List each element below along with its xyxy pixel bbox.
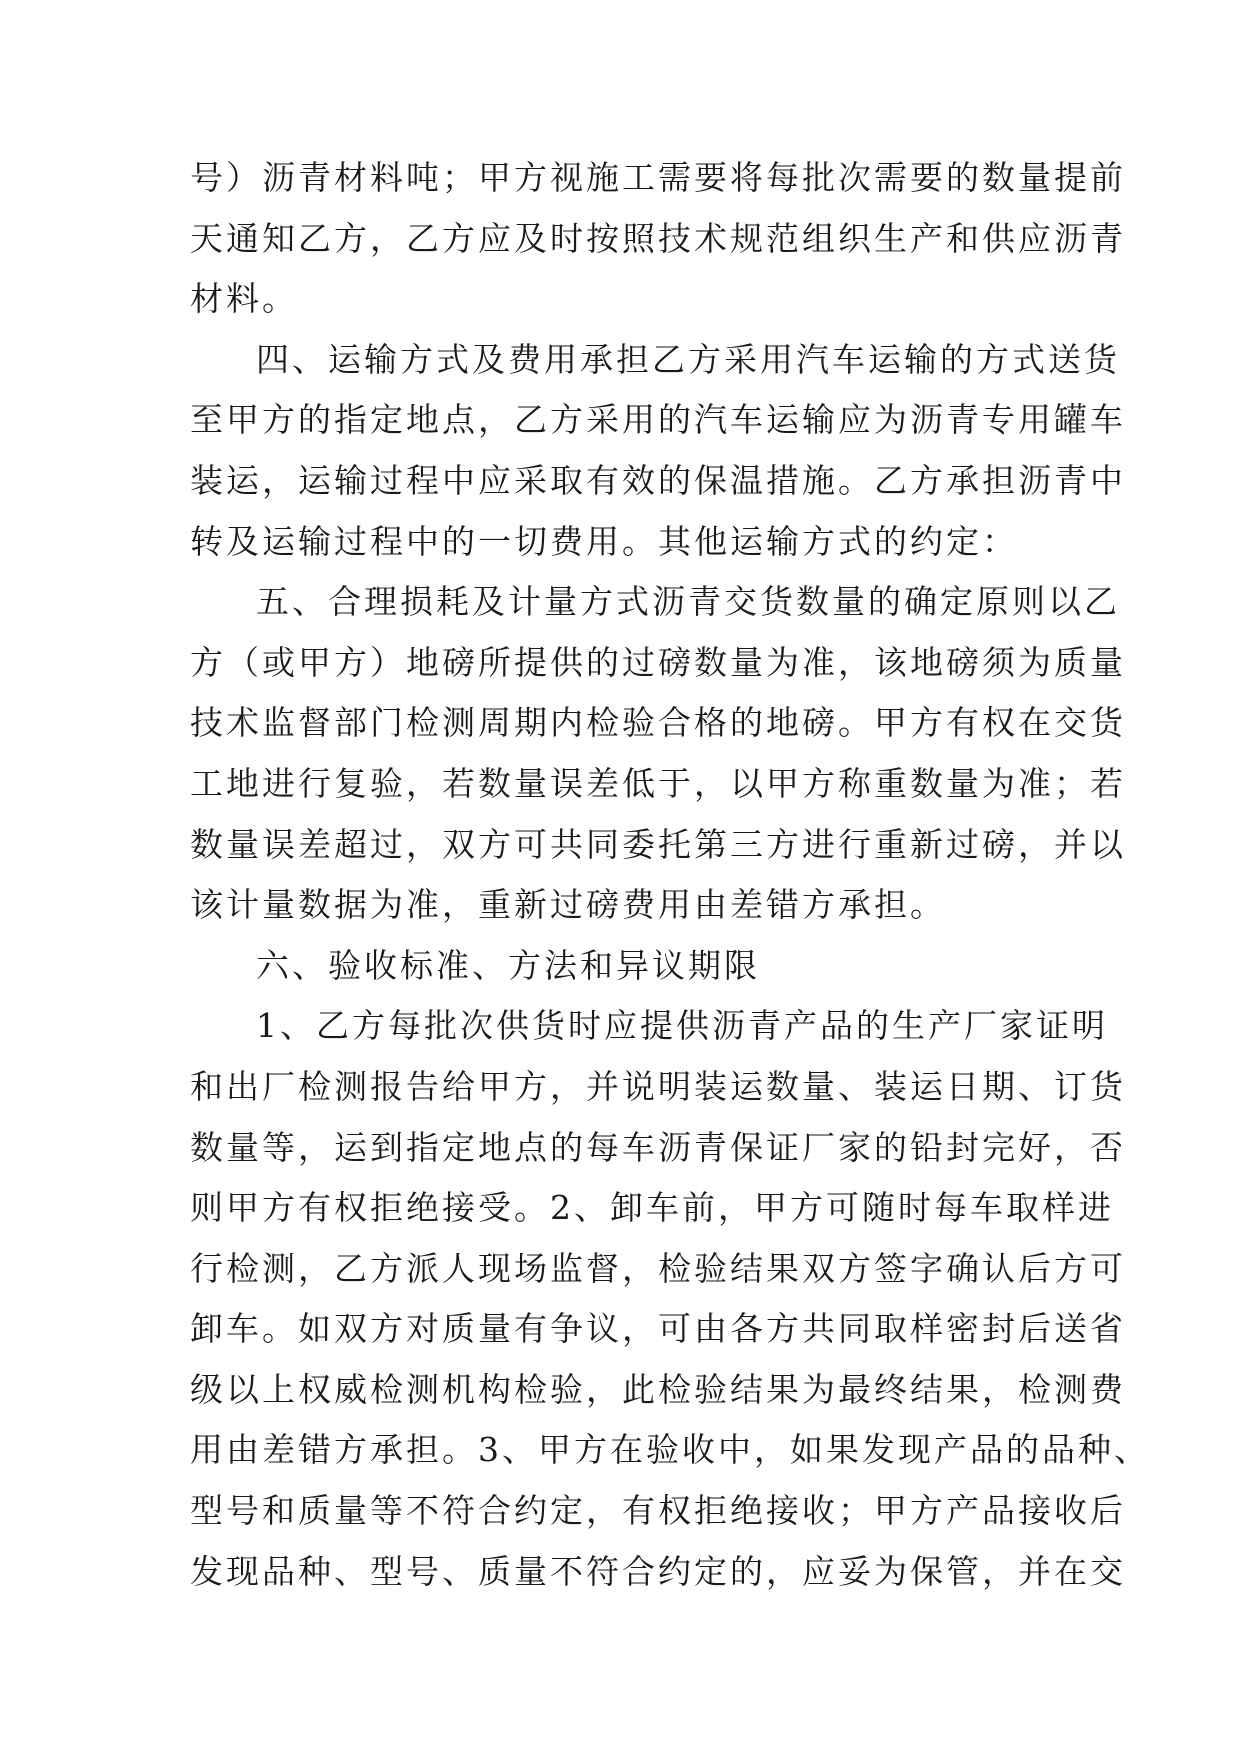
text-line: 该计量数据为准，重新过磅费用由差错方承担。 [190,885,946,925]
text-line: 则甲方有权拒绝接受。2、卸车前，甲方可随时每车取样进 [190,1188,1114,1228]
document-body [190,148,1150,1602]
text-line: 技术监督部门检测周期内检验合格的地磅。甲方有权在交货 [190,703,1126,743]
text-line: 1、乙方每批次供货时应提供沥青产品的生产厂家证明 [256,1006,1108,1046]
text-line: 级以上权威检测机构检验，此检验结果为最终结果，检测费 [190,1369,1126,1409]
text-line: 行检测，乙方派人现场监督，检验结果双方签字确认后方可 [190,1248,1126,1288]
text-line: 发现品种、型号、质量不符合约定的，应妥为保管，并在交 [190,1551,1126,1591]
text-line: 数量等，运到指定地点的每车沥青保证厂家的铅封完好，否 [190,1127,1126,1167]
text-line: 至甲方的指定地点，乙方采用的汽车运输应为沥青专用罐车 [190,400,1126,440]
text-line: 装运，运输过程中应采取有效的保温措施。乙方承担沥青中 [190,460,1126,500]
section-five-heading-line: 五、合理损耗及计量方式沥青交货数量的确定原则以乙 [256,582,1120,622]
text-line: 天通知乙方，乙方应及时按照技术规范组织生产和供应沥青 [190,218,1126,258]
section-four-heading-line: 四、运输方式及费用承担乙方采用汽车运输的方式送货 [256,339,1120,379]
text-line: 数量误差超过，双方可共同委托第三方进行重新过磅，并以 [190,824,1126,864]
text-line: 号）沥青材料吨；甲方视施工需要将每批次需要的数量提前 [190,158,1126,197]
text-line: 型号和质量等不符合约定，有权拒绝接收；甲方产品接收后 [190,1491,1126,1531]
text-line: 材料。 [190,279,298,319]
text-line: 工地进行复验，若数量误差低于，以甲方称重数量为准；若 [190,763,1126,803]
section-six-heading: 六、验收标准、方法和异议期限 [256,945,760,985]
text-line: 转及运输过程中的一切费用。其他运输方式的约定： [190,521,1018,561]
text-line: 方（或甲方）地磅所提供的过磅数量为准，该地磅须为质量 [190,642,1126,682]
text-line: 卸车。如双方对质量有争议，可由各方共同取样密封后送省 [190,1309,1126,1349]
text-line: 和出厂检测报告给甲方，并说明装运数量、装运日期、订货 [190,1066,1126,1106]
text-line: 用由差错方承担。3、甲方在验收中，如果发现产品的品种、 [190,1430,1150,1470]
